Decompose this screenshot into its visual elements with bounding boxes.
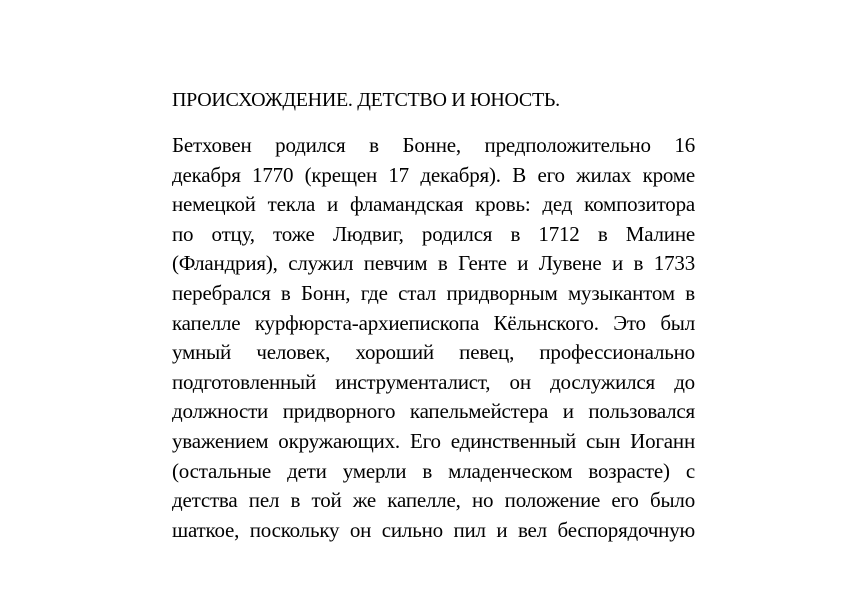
text-line: Бетховен родился в Бонне, предположительно 16 [172, 133, 695, 157]
section-heading: ПРОИСХОЖДЕНИЕ. ДЕТСТВО И ЮНОСТЬ. [172, 89, 560, 111]
text-line: (Фландрия), служил певчим в Генте и Лувене и в 1733 [172, 251, 695, 276]
text-line: перебрался в Бонн, где стал придворным музыкантом в [172, 280, 695, 305]
text-line: подготовленный инструменталист, он дослужился до [172, 369, 695, 394]
text-line: уважением окружающих. Его единственный сын Иоганн [172, 428, 695, 453]
text-line: капелле курфюрста-архиепископа Кёльнского. Это был [172, 310, 695, 335]
body-paragraph [172, 131, 695, 545]
text-line: шаткое, поскольку он сильно пил и вел беспорядочную [172, 517, 695, 542]
text-line: по отцу, тоже Людвиг, родился в 1712 в Малине [172, 221, 695, 246]
text-line: немецкой текла и фламандская кровь: дед композитора [172, 192, 695, 217]
text-line: детства пел в той же капелле, но положение его было [172, 488, 695, 513]
text-line: декабря 1770 (крещен 17 декабря). В его жилах кроме [172, 162, 695, 187]
text-line: умный человек, хороший певец, профессионально [172, 340, 695, 365]
text-line: (остальные дети умерли в младенческом возрасте) с [172, 458, 695, 483]
text-line: должности придворного капельмейстера и пользовался [172, 399, 695, 424]
